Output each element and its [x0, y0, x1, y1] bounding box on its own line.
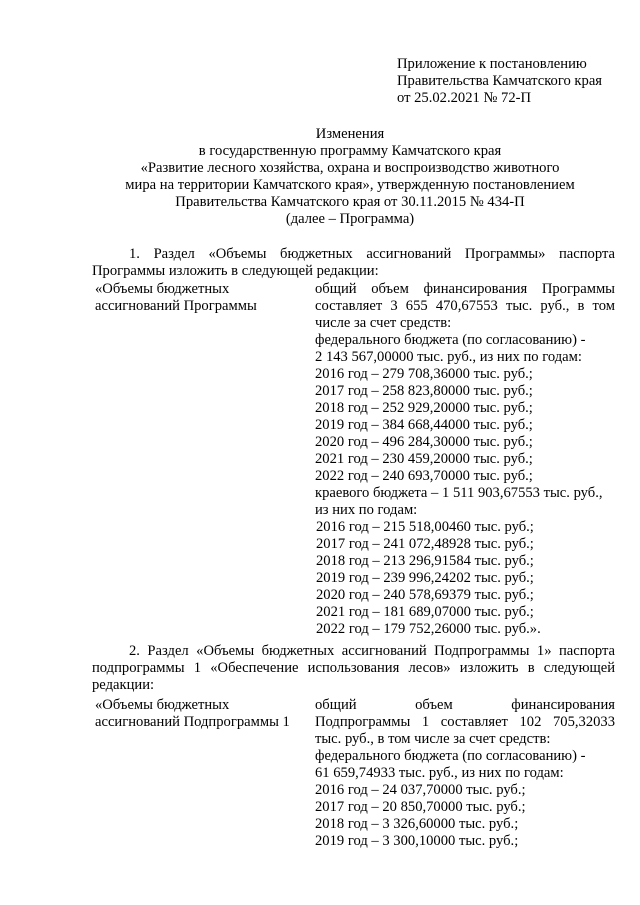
title-line: Изменения — [315, 126, 385, 142]
section1-right-line: 2017 год – 258 823,80000 тыс. руб.; — [315, 383, 533, 399]
section1-right-line: 2021 год – 230 459,20000 тыс. руб.; — [315, 451, 533, 467]
section2-right-line: 2016 год – 24 037,70000 тыс. руб.; — [315, 782, 526, 798]
section1-intro-line: 1. Раздел «Объемы бюджетных ассигнований Программы» паспорта — [129, 246, 615, 262]
section2-intro — [92, 643, 615, 694]
section1-right-line: 2016 год – 279 708,36000 тыс. руб.; — [315, 366, 533, 382]
appendix-line: от 25.02.2021 № 72-П — [397, 90, 532, 106]
section2-left-line: ассигнований Подпрограммы 1 — [95, 714, 290, 730]
appendix-header — [397, 56, 627, 107]
section1-right-line: 2020 год – 496 284,30000 тыс. руб.; — [315, 434, 533, 450]
section1-left-line: ассигнований Программы — [95, 298, 257, 314]
section2-intro-line: 2. Раздел «Объемы бюджетных ассигнований Подпрограммы 1» паспорта — [129, 643, 615, 659]
appendix-line: Приложение к постановлению — [397, 56, 587, 72]
section1-right-line: составляет 3 655 470,67553 тыс. руб., в том — [315, 298, 615, 314]
section1-right-line: 2019 год – 384 668,44000 тыс. руб.; — [315, 417, 533, 433]
section1-right-line: из них по годам: — [315, 502, 418, 518]
section2-intro-line: подпрограммы 1 «Обеспечение использования лесов» изложить в следующей — [92, 660, 615, 676]
section1-right-line: числе за счет средств: — [315, 315, 452, 331]
section1-right-cell — [315, 281, 615, 638]
section2-right-line: 2018 год – 3 326,60000 тыс. руб.; — [315, 816, 519, 832]
section1-right-line: 2 143 567,00000 тыс. руб., из них по годам: — [315, 349, 582, 365]
section2-right-line: общий объем финансирования — [315, 697, 615, 713]
section1-intro-line: Программы изложить в следующей редакции: — [92, 263, 379, 279]
section2-right-line: Подпрограммы 1 составляет 102 705,32033 — [315, 714, 615, 730]
appendix-line: Правительства Камчатского края — [397, 73, 603, 89]
section1-right-line: 2021 год – 181 689,07000 тыс. руб.; — [316, 604, 534, 620]
section1-intro — [92, 246, 615, 280]
section1-right-line: 2016 год – 215 518,00460 тыс. руб.; — [316, 519, 534, 535]
section1-right-line: 2017 год – 241 072,48928 тыс. руб.; — [316, 536, 534, 552]
section1-right-line: 2022 год – 240 693,70000 тыс. руб.; — [315, 468, 533, 484]
section1-left-line: «Объемы бюджетных — [95, 281, 230, 297]
section2-intro-line: редакции: — [92, 677, 155, 693]
section1-right-line: 2018 год – 252 929,20000 тыс. руб.; — [315, 400, 533, 416]
section2-right-cell — [315, 697, 615, 850]
section2-right-line: 61 659,74933 тыс. руб., из них по годам: — [315, 765, 564, 781]
title-line: (далее – Программа) — [285, 211, 415, 227]
section1-right-line: 2019 год – 239 996,24202 тыс. руб.; — [316, 570, 534, 586]
section1-right-line: 2018 год – 213 296,91584 тыс. руб.; — [316, 553, 534, 569]
section2-right-line: 2017 год – 20 850,70000 тыс. руб.; — [315, 799, 526, 815]
section1-right-line: общий объем финансирования Программы — [315, 281, 615, 297]
section1-right-line: 2020 год – 240 578,69379 тыс. руб.; — [316, 587, 534, 603]
title-line: Правительства Камчатского края от 30.11.2015 № 434-П — [175, 194, 525, 210]
section1-right-line: 2022 год – 179 752,26000 тыс. руб.». — [316, 621, 541, 637]
section2-right-line: федерального бюджета (по согласованию) - — [315, 748, 586, 764]
section1-right-line: краевого бюджета – 1 511 903,67553 тыс. руб., — [315, 485, 603, 501]
title-line: «Развитие лесного хозяйства, охрана и воспроизводство животного — [140, 160, 560, 176]
section2-left-line: «Объемы бюджетных — [95, 697, 230, 713]
title-line: в государственную программу Камчатского края — [198, 143, 502, 159]
title-line: мира на территории Камчатского края», утвержденную постановлением — [125, 177, 575, 193]
section2-left-cell — [95, 697, 305, 731]
section2-right-line: тыс. руб., в том числе за счет средств: — [315, 731, 551, 747]
section1-left-cell — [95, 281, 305, 315]
section1-right-line: федерального бюджета (по согласованию) - — [315, 332, 586, 348]
document-title — [80, 126, 620, 228]
section2-right-line: 2019 год – 3 300,10000 тыс. руб.; — [315, 833, 519, 849]
